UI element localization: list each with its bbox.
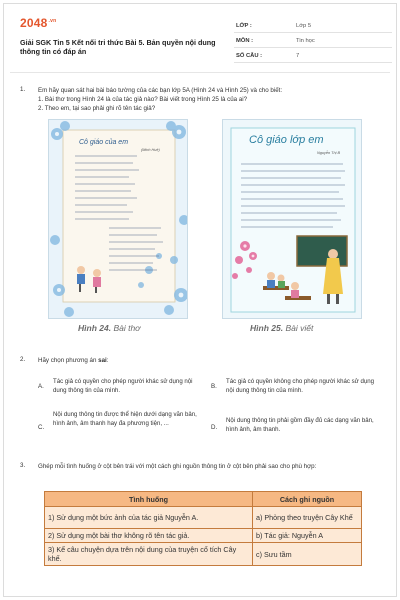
figure-24-caption: Hình 24. Bài thơ — [78, 323, 141, 333]
table-row — [45, 543, 362, 566]
meta-key: LỚP : — [236, 23, 252, 29]
option-text: Tác giả có quyền cho phép người khác sử dụng nội dung thông tin của mình. — [53, 378, 193, 395]
question-1-sub-2: 2. Theo em, tại sao phải ghi rõ tên tác giả? — [38, 105, 156, 112]
table-cell: a) Phỏng theo truyện Cây Khế — [253, 507, 362, 529]
table-cell: 1) Sử dụng một bức ảnh của tác giả Nguyễn A. — [45, 507, 253, 529]
article-illustration — [223, 120, 362, 319]
meta-value: Lớp 5 — [296, 23, 312, 29]
figure-25-article — [222, 119, 362, 319]
meta-key: SỐ CÂU : — [236, 53, 263, 59]
option-letter: C. — [38, 424, 45, 431]
table-row — [45, 529, 362, 543]
question-1-intro: Em hãy quan sát hai bài báo tường của các bạn lớp 5A (Hình 24 và Hình 25) và cho biết: — [38, 87, 283, 94]
figure-24-poem — [48, 119, 188, 319]
table-cell: 3) Kể câu chuyện dựa trên nội dung của truyện cổ tích Cây khế. — [45, 543, 253, 566]
question-number: 1. — [20, 86, 26, 93]
question-3-prompt: Ghép mỗi tình huống ở cột bên trái với một cách ghi nguồn thông tin ở cột bên phải sao cho phù hợp: — [38, 463, 317, 470]
question-1-sub-1: 1. Bài thơ trong Hình 24 là của tác giả nào? Bài viết trong Hình 25 là của ai? — [38, 96, 248, 103]
header-divider — [10, 72, 390, 73]
meta-row-class — [234, 18, 392, 33]
question-2-prompt: Hãy chọn phương án sai: — [38, 357, 109, 364]
matching-table — [44, 491, 362, 566]
table-row — [45, 507, 362, 529]
meta-value: 7 — [296, 53, 300, 59]
article-title: Cô giáo lớp em — [249, 134, 324, 146]
document-header — [10, 10, 390, 66]
column-header: Cách ghi nguồn — [253, 492, 362, 507]
table-cell: 2) Sử dụng một bài thơ không rõ tên tác giả. — [45, 529, 253, 543]
poem-illustration — [49, 120, 188, 319]
poem-title: Cô giáo của em — [79, 139, 129, 146]
meta-row-subject — [234, 33, 392, 48]
option-letter: D. — [211, 424, 218, 431]
article-author: Nguyễn Thị B — [317, 151, 341, 155]
option-letter: A. — [38, 383, 44, 390]
meta-value: Tin học — [296, 38, 315, 44]
meta-key: MÔN : — [236, 38, 254, 44]
document-meta — [234, 18, 392, 63]
meta-row-count — [234, 48, 392, 63]
document-title: Giải SGK Tin 5 Kết nối tri thức Bài 5. Bản quyền nội dung thông tin có đáp án — [20, 38, 216, 56]
question-number: 3. — [20, 462, 26, 469]
site-logo[interactable]: $2048^{.vn}$ — [20, 16, 57, 30]
option-text: Nội dung thông tin được thể hiện dưới dạng văn bản, hình ảnh, âm thanh hay đa phương tiện, ... — [53, 411, 197, 428]
question-number: 2. — [20, 356, 26, 363]
option-text: Nội dung thông tin phải gồm đầy đủ các dạng văn bản, hình ảnh, âm thanh. — [226, 417, 374, 434]
figure-25-caption: Hình 25. Bài viết — [250, 323, 314, 333]
column-header: Tình huống — [45, 492, 253, 507]
option-letter: B. — [211, 383, 217, 390]
table-header-row — [45, 492, 362, 507]
option-text: Tác giả có quyền không cho phép người khác sử dụng nội dung thông tin của mình. — [226, 378, 375, 395]
table-cell: c) Sưu tầm — [253, 543, 362, 566]
poem-author: (Minh Huệ) — [141, 148, 160, 152]
table-cell: b) Tác giả: Nguyễn A — [253, 529, 362, 543]
